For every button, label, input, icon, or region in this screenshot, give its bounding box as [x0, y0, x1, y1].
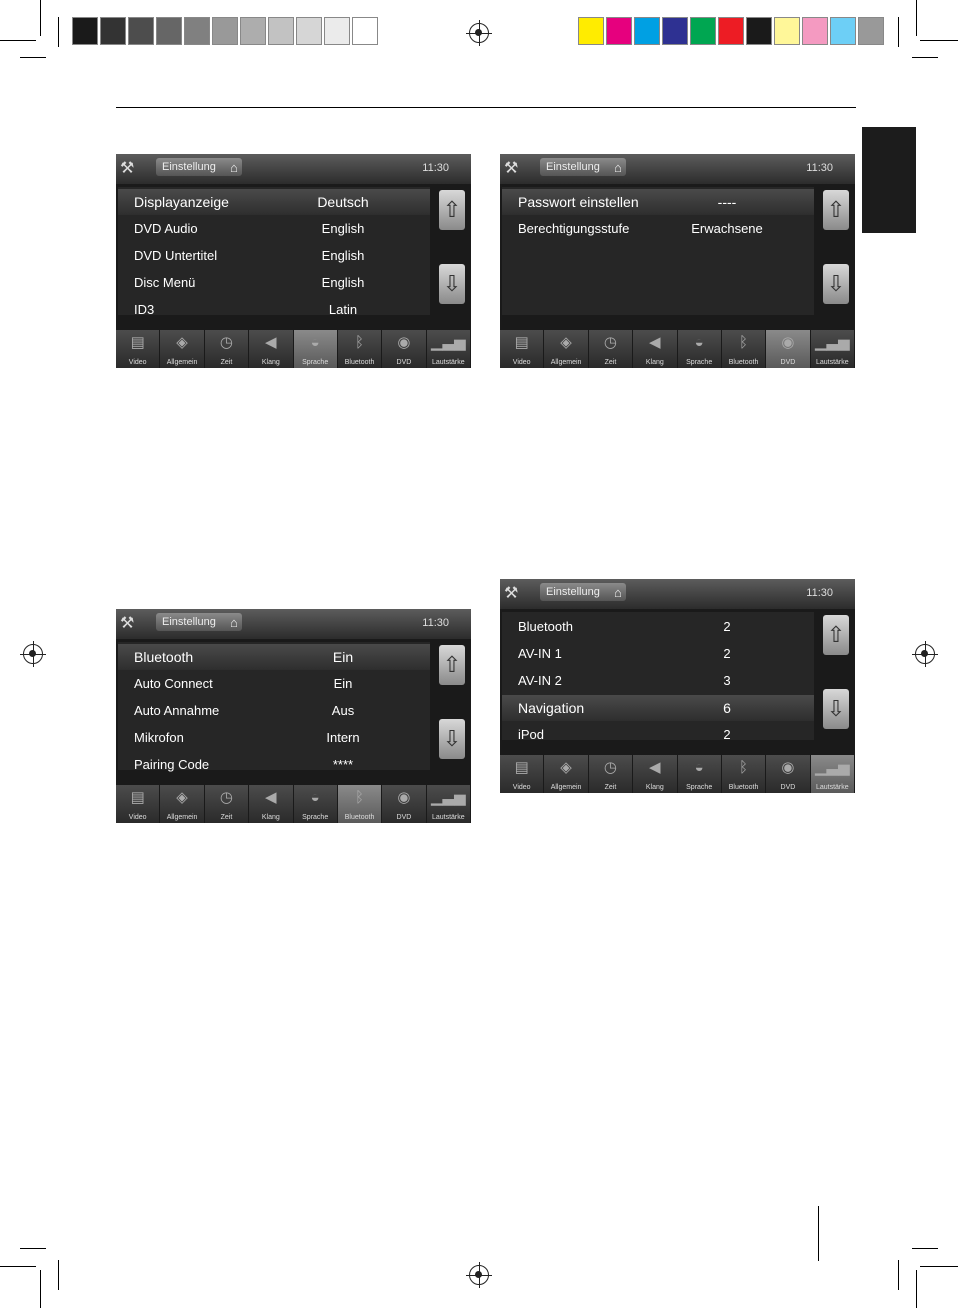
speech-icon: ◒	[310, 789, 320, 806]
header-rule	[116, 107, 856, 108]
item-label: iPod	[518, 727, 545, 742]
speaker-icon: ◀	[649, 334, 661, 351]
swatch	[662, 17, 688, 45]
tab-zeit[interactable]	[589, 330, 633, 368]
clock-icon: ◷	[219, 334, 233, 351]
tab-klang[interactable]	[249, 785, 293, 823]
tab-label: Lautstärke	[431, 359, 465, 366]
home-icon: ⌂	[229, 615, 238, 630]
tab-zeit[interactable]	[205, 330, 249, 368]
tab-label: Sprache	[686, 359, 713, 366]
registration-mark	[915, 644, 935, 664]
settings-tools-icon[interactable]: ⚒	[120, 615, 135, 632]
list-item[interactable]	[118, 671, 430, 697]
swatch	[606, 17, 632, 45]
registration-mark	[23, 644, 43, 664]
tab-allgemein[interactable]	[160, 785, 204, 823]
page-number-divider	[818, 1206, 819, 1261]
crop-mark	[912, 57, 938, 58]
list-item[interactable]	[502, 614, 814, 640]
settings-list	[502, 187, 814, 315]
breadcrumb-label: Einstellung	[546, 586, 600, 598]
item-label: DVD Untertitel	[134, 248, 218, 263]
clock-icon: ◷	[603, 334, 617, 351]
swatch	[802, 17, 828, 45]
item-label: Mikrofon	[134, 730, 184, 745]
speaker-icon: ◀	[265, 334, 277, 351]
tab-sprache[interactable]	[294, 785, 338, 823]
item-label: Displayanzeige	[134, 194, 229, 210]
color-swatch-bar	[578, 17, 886, 47]
list-item[interactable]	[502, 641, 814, 667]
settings-tools-icon[interactable]: ⚒	[504, 160, 519, 177]
speech-icon: ◒	[310, 334, 320, 351]
title-bar	[116, 609, 471, 639]
tab-label: DVD	[396, 814, 412, 821]
tab-klang[interactable]	[249, 330, 293, 368]
registration-mark	[469, 23, 489, 43]
tab-label: Klang	[261, 359, 280, 366]
disc-icon: ◉	[781, 759, 795, 776]
crop-mark	[58, 1260, 59, 1290]
list-item[interactable]	[502, 722, 814, 748]
item-label: Pairing Code	[134, 757, 210, 772]
swatch	[184, 17, 210, 45]
home-icon: ⌂	[613, 585, 622, 600]
category-tab-bar	[116, 785, 471, 823]
tab-label: Klang	[261, 814, 280, 821]
swatch	[296, 17, 322, 45]
item-value: ****	[332, 757, 354, 772]
tab-label: Video	[512, 359, 531, 366]
bluetooth-icon: ᛒ	[355, 789, 365, 806]
settings-list	[502, 612, 814, 740]
tab-label: Video	[512, 784, 531, 791]
crop-mark	[916, 0, 917, 36]
tab-sprache[interactable]	[678, 330, 722, 368]
item-label: Navigation	[518, 700, 585, 716]
scroll-up-button[interactable]: ⇧	[823, 190, 849, 230]
settings-list	[118, 642, 430, 770]
item-label: Passwort einstellen	[518, 194, 639, 210]
speech-icon: ◒	[694, 334, 704, 351]
list-item[interactable]	[118, 752, 430, 778]
item-label: DVD Audio	[134, 221, 198, 236]
crop-mark	[40, 0, 41, 36]
tab-video[interactable]	[500, 755, 544, 793]
item-value: English	[321, 275, 365, 290]
category-tab-bar	[116, 330, 471, 368]
item-value: 3	[723, 673, 731, 688]
tab-label: Allgemein	[166, 814, 198, 821]
tab-bluetooth[interactable]	[338, 330, 382, 368]
breadcrumb-button[interactable]	[156, 158, 242, 176]
title-bar	[116, 154, 471, 184]
tab-label: Zeit	[604, 784, 617, 791]
tab-video[interactable]	[500, 330, 544, 368]
scroll-up-button[interactable]: ⇧	[823, 615, 849, 655]
volume-icon: ▁▃▅	[431, 789, 466, 806]
breadcrumb-label: Einstellung	[162, 161, 216, 173]
breadcrumb-label: Einstellung	[162, 616, 216, 628]
tab-label: Lautstärke	[815, 784, 849, 791]
item-value: Ein	[333, 676, 353, 691]
screen-dvd-settings	[500, 154, 855, 368]
section-tab-marker	[862, 127, 916, 233]
swatch	[352, 17, 378, 45]
item-value: Deutsch	[317, 194, 369, 210]
item-value: 2	[723, 619, 731, 634]
clock: 11:30	[806, 162, 833, 174]
tab-label: Allgemein	[550, 784, 582, 791]
tab-klang[interactable]	[633, 330, 677, 368]
swatch	[212, 17, 238, 45]
registration-mark	[469, 1265, 489, 1285]
tab-dvd[interactable]	[382, 785, 426, 823]
item-label: Auto Annahme	[134, 703, 220, 718]
scroll-down-button[interactable]: ⇩	[439, 719, 465, 759]
item-label: Disc Menü	[134, 275, 196, 290]
tab-label: Allgemein	[550, 359, 582, 366]
item-label: Berechtigungsstufe	[518, 221, 630, 236]
crop-mark	[0, 40, 36, 41]
scroll-down-button[interactable]: ⇩	[823, 689, 849, 729]
tab-klang[interactable]	[633, 755, 677, 793]
crop-mark	[20, 1248, 46, 1249]
tab-lautstaerke[interactable]	[811, 330, 855, 368]
speaker-icon: ◀	[265, 789, 277, 806]
video-icon: ▤	[130, 334, 145, 351]
settings-tools-icon[interactable]: ⚒	[504, 585, 519, 602]
tab-lautstaerke[interactable]	[427, 330, 471, 368]
tab-sprache[interactable]	[294, 330, 338, 368]
tab-lautstaerke[interactable]	[811, 755, 855, 793]
item-value: 2	[723, 646, 731, 661]
list-item[interactable]	[502, 189, 814, 215]
volume-icon: ▁▃▅	[431, 334, 466, 351]
tab-label: Sprache	[302, 814, 329, 821]
settings-tools-icon[interactable]: ⚒	[120, 160, 135, 177]
tab-video[interactable]	[116, 785, 160, 823]
home-icon: ⌂	[613, 160, 622, 175]
item-value: ----	[717, 194, 737, 210]
list-item[interactable]	[118, 698, 430, 724]
list-item[interactable]	[502, 668, 814, 694]
breadcrumb-button[interactable]	[540, 158, 626, 176]
swatch	[634, 17, 660, 45]
item-value: 2	[723, 727, 731, 742]
title-bar	[500, 579, 855, 609]
tab-label: Klang	[645, 359, 664, 366]
item-label: Bluetooth	[518, 619, 573, 634]
crop-mark	[898, 17, 899, 47]
category-tab-bar	[500, 330, 855, 368]
list-item[interactable]	[118, 297, 430, 323]
item-label: Bluetooth	[134, 649, 194, 665]
scroll-down-button[interactable]: ⇩	[823, 264, 849, 304]
tab-label: Video	[128, 814, 147, 821]
tab-label: Bluetooth	[728, 359, 759, 366]
general-icon: ◈	[560, 759, 572, 776]
clock-icon: ◷	[603, 759, 617, 776]
list-item[interactable]	[118, 189, 430, 215]
disc-icon: ◉	[781, 334, 795, 351]
item-value: Ein	[332, 649, 354, 665]
bluetooth-icon: ᛒ	[739, 334, 749, 351]
crop-mark	[0, 1266, 36, 1267]
speaker-icon: ◀	[649, 759, 661, 776]
swatch	[72, 17, 98, 45]
general-icon: ◈	[176, 789, 188, 806]
tab-bluetooth[interactable]	[338, 785, 382, 823]
tab-bluetooth[interactable]	[722, 330, 766, 368]
breadcrumb-button[interactable]	[540, 583, 626, 601]
tab-label: Bluetooth	[728, 784, 759, 791]
list-item[interactable]	[118, 216, 430, 242]
item-value: 6	[723, 700, 731, 716]
tab-bluetooth[interactable]	[722, 755, 766, 793]
swatch	[128, 17, 154, 45]
tab-allgemein[interactable]	[544, 330, 588, 368]
tab-dvd[interactable]	[766, 755, 810, 793]
item-value: Aus	[331, 703, 355, 718]
list-item[interactable]	[502, 695, 814, 721]
clock: 11:30	[422, 617, 449, 629]
screen-volume-settings	[500, 579, 855, 793]
list-item[interactable]	[118, 243, 430, 269]
settings-list	[118, 187, 430, 315]
scroll-up-button[interactable]: ⇧	[439, 645, 465, 685]
swatch	[240, 17, 266, 45]
volume-icon: ▁▃▅	[815, 334, 850, 351]
crop-mark	[920, 40, 958, 41]
tab-label: DVD	[396, 359, 412, 366]
tab-label: Zeit	[604, 359, 617, 366]
volume-icon: ▁▃▅	[815, 759, 850, 776]
item-value: Erwachsene	[691, 221, 763, 236]
tab-video[interactable]	[116, 330, 160, 368]
title-bar	[500, 154, 855, 184]
swatch	[100, 17, 126, 45]
tab-allgemein[interactable]	[160, 330, 204, 368]
swatch	[690, 17, 716, 45]
clock: 11:30	[806, 587, 833, 599]
swatch	[578, 17, 604, 45]
tab-label: Zeit	[220, 814, 233, 821]
tab-sprache[interactable]	[678, 755, 722, 793]
category-tab-bar	[500, 755, 855, 793]
tab-dvd[interactable]	[766, 330, 810, 368]
item-value: Latin	[328, 302, 358, 317]
tab-zeit[interactable]	[589, 755, 633, 793]
bluetooth-icon: ᛒ	[739, 759, 749, 776]
tab-label: Sprache	[302, 359, 329, 366]
item-value: Intern	[326, 730, 360, 745]
list-item[interactable]	[502, 216, 814, 242]
swatch	[268, 17, 294, 45]
crop-mark	[898, 1260, 899, 1290]
swatch	[746, 17, 772, 45]
clock: 11:30	[422, 162, 449, 174]
disc-icon: ◉	[397, 789, 411, 806]
screen-language-settings	[116, 154, 471, 368]
video-icon: ▤	[130, 789, 145, 806]
general-icon: ◈	[560, 334, 572, 351]
tab-label: Lautstärke	[431, 814, 465, 821]
item-value: English	[321, 248, 365, 263]
crop-mark	[58, 17, 59, 47]
item-value: English	[321, 221, 365, 236]
breadcrumb-button[interactable]	[156, 613, 242, 631]
tab-zeit[interactable]	[205, 785, 249, 823]
tab-label: Zeit	[220, 359, 233, 366]
tab-label: Klang	[645, 784, 664, 791]
item-label: AV-IN 2	[518, 673, 562, 688]
crop-mark	[40, 1270, 41, 1308]
list-item[interactable]	[118, 644, 430, 670]
swatch	[156, 17, 182, 45]
home-icon: ⌂	[229, 160, 238, 175]
tab-label: Bluetooth	[344, 359, 375, 366]
crop-mark	[20, 57, 46, 58]
breadcrumb-label: Einstellung	[546, 161, 600, 173]
tab-label: DVD	[780, 784, 796, 791]
item-label: Auto Connect	[134, 676, 213, 691]
disc-icon: ◉	[397, 334, 411, 351]
tab-lautstaerke[interactable]	[427, 785, 471, 823]
tab-label: DVD	[780, 359, 796, 366]
list-item[interactable]	[118, 270, 430, 296]
scroll-down-button[interactable]: ⇩	[439, 264, 465, 304]
swatch	[718, 17, 744, 45]
crop-mark	[912, 1248, 938, 1249]
crop-mark	[916, 1270, 917, 1308]
tab-label: Video	[128, 359, 147, 366]
tab-label: Sprache	[686, 784, 713, 791]
tab-allgemein[interactable]	[544, 755, 588, 793]
video-icon: ▤	[514, 759, 529, 776]
gray-swatch-bar	[72, 17, 380, 47]
tab-label: Bluetooth	[344, 814, 375, 821]
clock-icon: ◷	[219, 789, 233, 806]
crop-mark	[920, 1266, 958, 1267]
screen-bluetooth-settings	[116, 609, 471, 823]
general-icon: ◈	[176, 334, 188, 351]
speech-icon: ◒	[694, 759, 704, 776]
tab-label: Lautstärke	[815, 359, 849, 366]
scroll-up-button[interactable]: ⇧	[439, 190, 465, 230]
list-item[interactable]	[118, 725, 430, 751]
bluetooth-icon: ᛒ	[355, 334, 365, 351]
swatch	[774, 17, 800, 45]
item-label: AV-IN 1	[518, 646, 562, 661]
swatch	[324, 17, 350, 45]
swatch	[858, 17, 884, 45]
item-label: ID3	[134, 302, 155, 317]
tab-label: Allgemein	[166, 359, 198, 366]
swatch	[830, 17, 856, 45]
video-icon: ▤	[514, 334, 529, 351]
tab-dvd[interactable]	[382, 330, 426, 368]
